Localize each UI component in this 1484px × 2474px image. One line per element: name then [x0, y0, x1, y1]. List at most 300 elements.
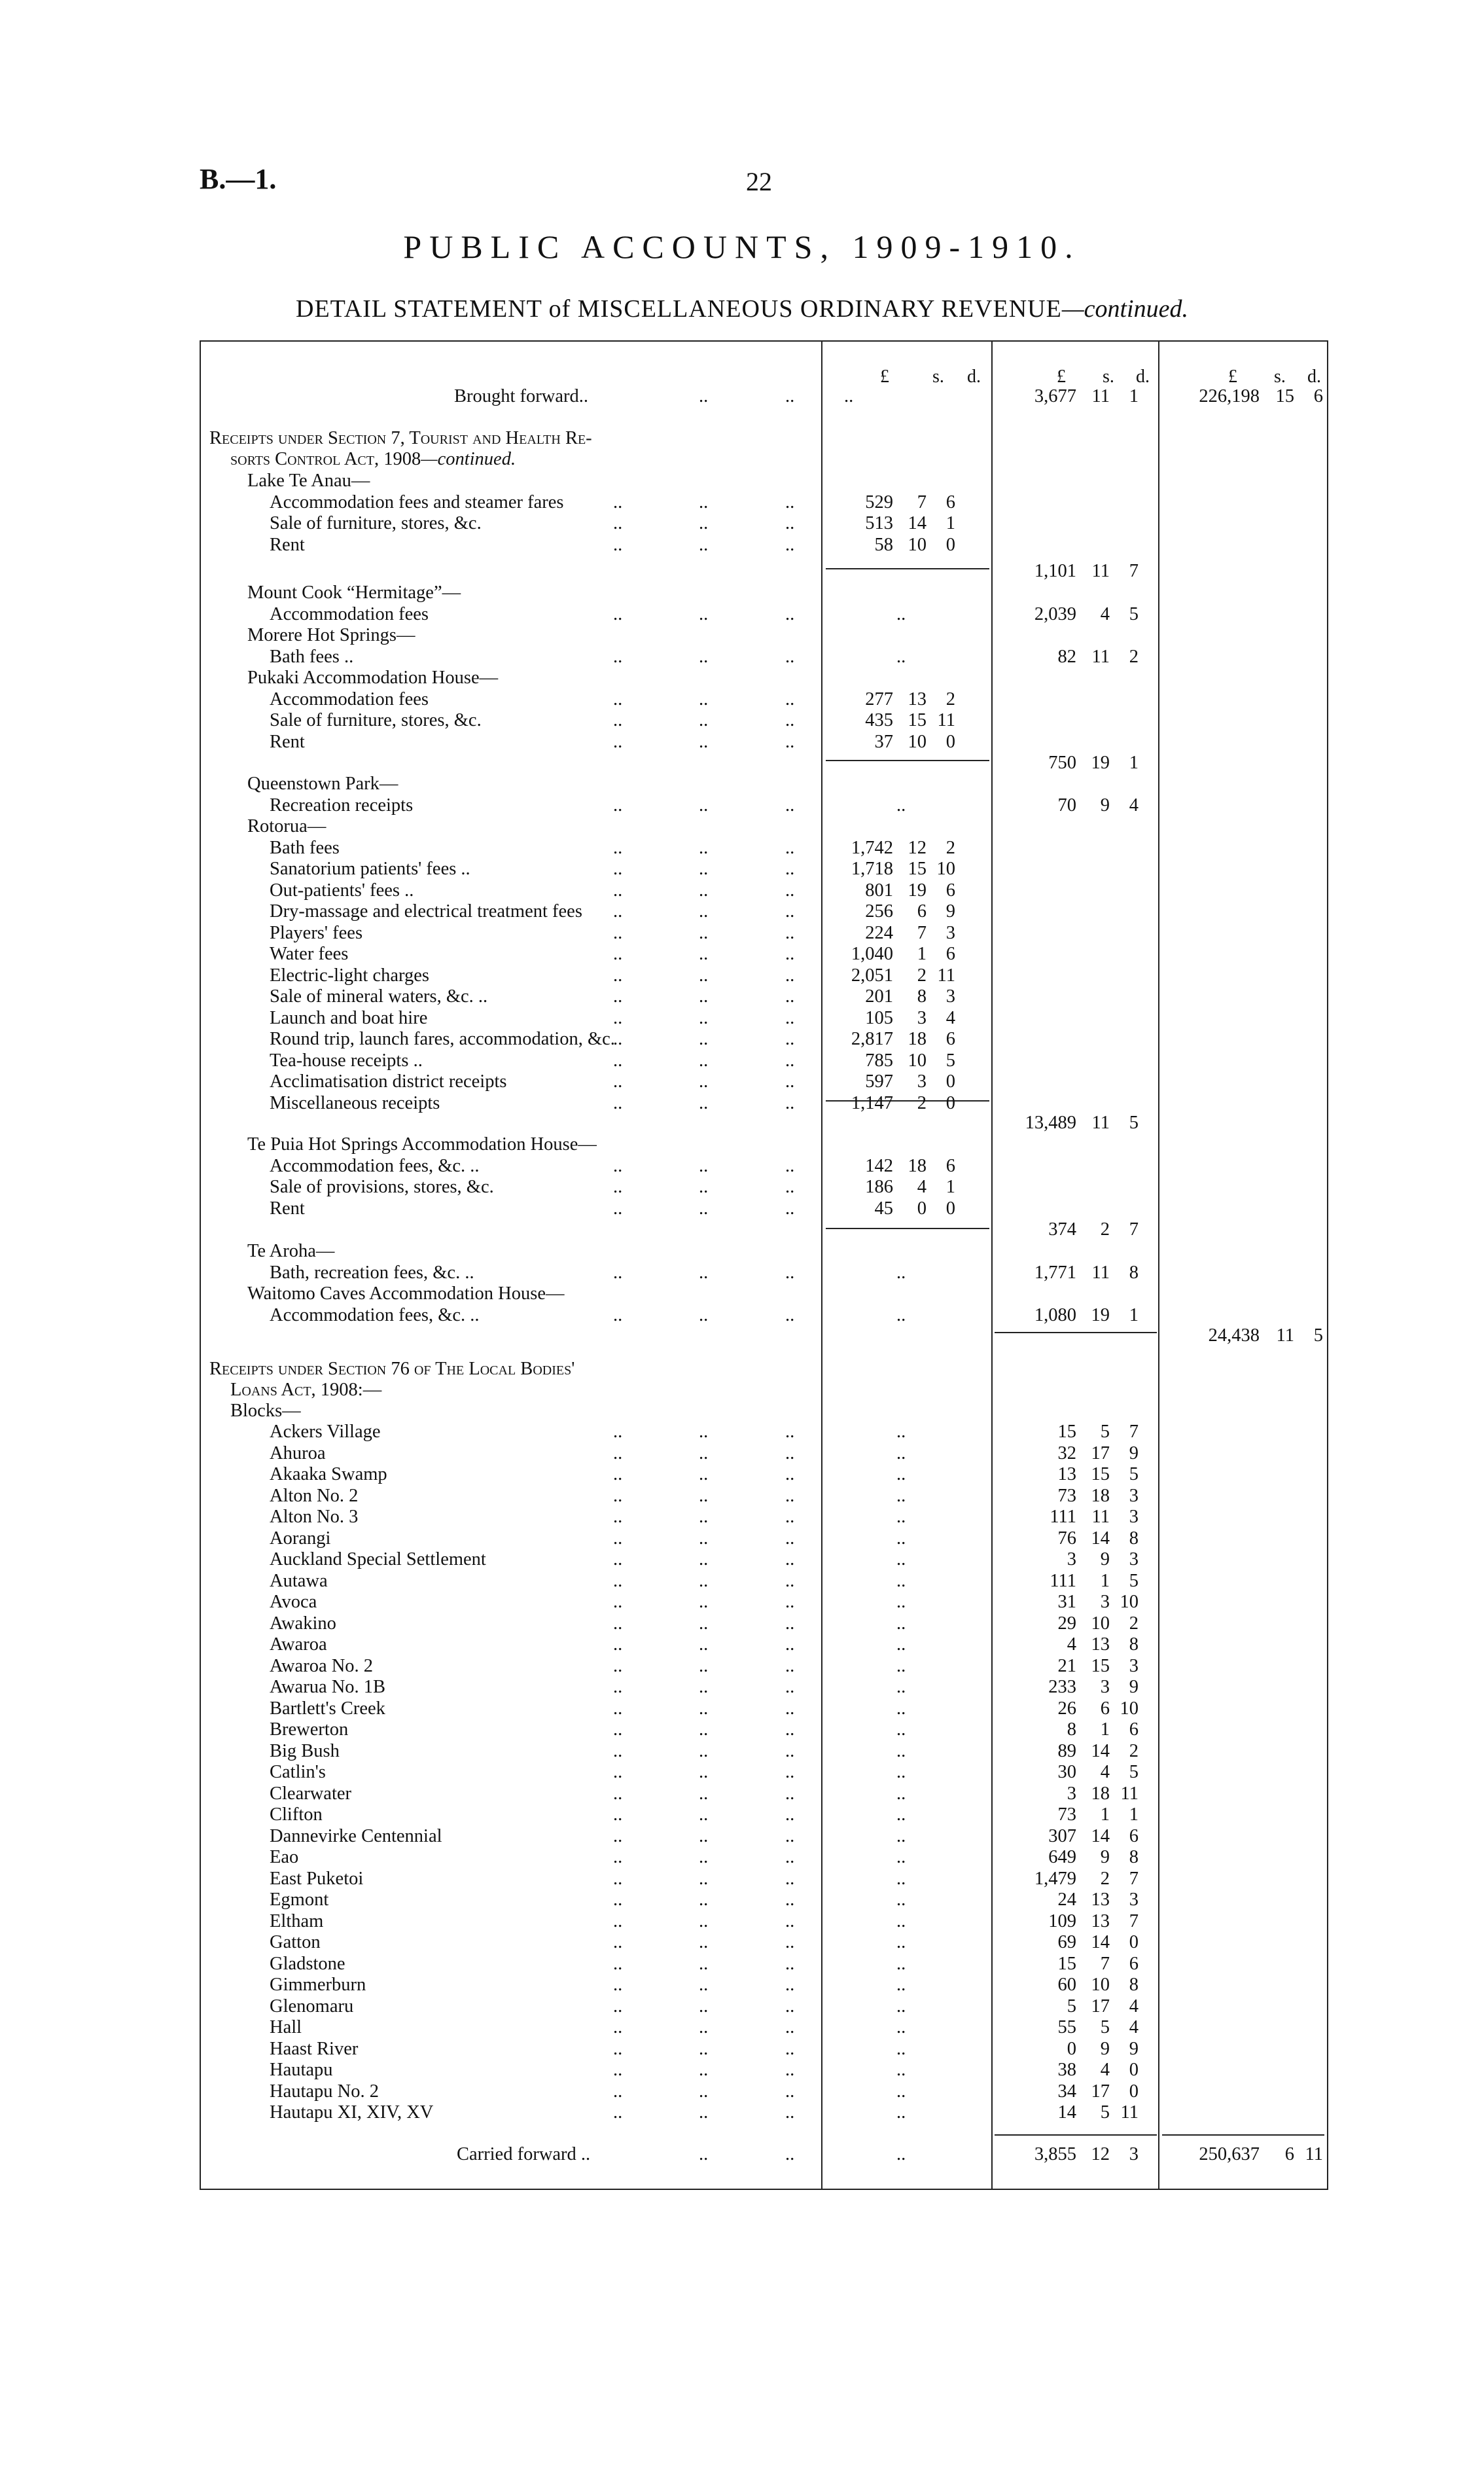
- dots: ..: [785, 1762, 795, 1782]
- line-item: [209, 1263, 1322, 1283]
- block-name: Clifton: [270, 1804, 323, 1825]
- dots: ..: [699, 1050, 709, 1071]
- amount-pence: 4: [1129, 1996, 1139, 2017]
- item-label: Accommodation fees, &c. ..: [270, 1304, 480, 1325]
- amount-shillings: 9: [1100, 795, 1110, 816]
- page-title: PUBLIC ACCOUNTS, 1909-1910.: [403, 228, 1081, 265]
- item-label: Water fees: [270, 944, 349, 964]
- amount-pence: 2: [1129, 646, 1139, 667]
- column1-empty: ..: [896, 1975, 906, 1995]
- block-row: [209, 1464, 1322, 1485]
- block-row: [209, 1656, 1322, 1677]
- item-label: Accommodation fees: [270, 603, 429, 624]
- group-title-mount-cook: Mount Cook “Hermitage”—: [247, 583, 461, 603]
- table-left-rule: [200, 340, 201, 2190]
- amount-shillings: 19: [908, 880, 927, 901]
- dots: ..: [613, 2081, 623, 2102]
- dots: ..: [699, 1868, 709, 1889]
- amount-pounds: 58: [874, 534, 893, 555]
- block-name: Ahuroa: [270, 1443, 326, 1463]
- amount-shillings: 15: [1091, 1464, 1110, 1484]
- dots: ..: [699, 1932, 709, 1952]
- block-name: Glenomaru: [270, 1996, 354, 2017]
- amount-pounds: 111: [1050, 1570, 1076, 1591]
- amount-pounds: 76: [1057, 1528, 1076, 1549]
- dots: ..: [613, 1655, 623, 1676]
- dots: ..: [699, 986, 709, 1007]
- amount-pounds: 649: [1048, 1847, 1076, 1867]
- amount-shillings: 7: [917, 492, 927, 512]
- dots: ..: [699, 1762, 709, 1782]
- dots: ..: [699, 2144, 709, 2164]
- block-row: [209, 1847, 1322, 1868]
- block-row: [209, 1975, 1322, 1996]
- column1-empty: ..: [896, 1804, 906, 1825]
- dots: ..: [785, 492, 795, 512]
- column1-empty: ..: [896, 1507, 906, 1527]
- item-label: Dry-massage and electrical treatment fees: [270, 901, 582, 922]
- item-label: Rent: [270, 1198, 305, 1219]
- item-label: Sale of furniture, stores, &c.: [270, 710, 482, 730]
- item-label: Bath, recreation fees, &c. ..: [270, 1262, 474, 1283]
- dots: ..: [699, 1528, 709, 1549]
- column1-empty: ..: [896, 1464, 906, 1484]
- block-row: [209, 1613, 1322, 1634]
- amount-pence: 11: [937, 965, 955, 986]
- amount-shillings: 7: [1100, 1953, 1110, 1974]
- amount-pounds: 5: [1067, 1996, 1076, 2017]
- block-name: Awaroa: [270, 1634, 327, 1655]
- dots: ..: [785, 646, 795, 667]
- amount-pence: 0: [945, 1071, 955, 1092]
- amount-pence: 1: [1129, 1804, 1139, 1825]
- amount-pounds: 3: [1067, 1783, 1076, 1804]
- dots: ..: [785, 1528, 795, 1549]
- dots: ..: [699, 2060, 709, 2080]
- block-row: [209, 1804, 1322, 1825]
- dots: ..: [785, 922, 795, 943]
- block-row: [209, 1996, 1322, 2017]
- line-item: [209, 1156, 1322, 1177]
- amount-pence: 6: [945, 1029, 955, 1049]
- dots: ..: [699, 1592, 709, 1612]
- amount-pence: 7: [1129, 1868, 1139, 1889]
- dots: ..: [785, 1443, 795, 1463]
- dots: ..: [699, 901, 709, 922]
- dots: ..: [785, 1464, 795, 1484]
- dots: ..: [699, 1975, 709, 1995]
- amount-pence: 5: [1129, 1113, 1139, 1133]
- dots: ..: [785, 1953, 795, 1974]
- amount-shillings: 11: [1091, 561, 1110, 581]
- line-item: [209, 1177, 1322, 1198]
- dots: ..: [613, 1719, 623, 1740]
- dots: ..: [785, 1071, 795, 1092]
- block-name: Dannevirke Centennial: [270, 1825, 442, 1846]
- amount-shillings: 7: [917, 922, 927, 943]
- amount-pence: 6: [1129, 1719, 1139, 1740]
- group-title-te-aroha: Te Aroha—: [247, 1241, 335, 1261]
- carried-forward-col1: ..: [896, 2144, 906, 2164]
- amount-pence: 0: [1129, 2060, 1139, 2080]
- column1-empty: ..: [896, 1868, 906, 1889]
- amount-shillings: 11: [1091, 386, 1110, 406]
- column1-empty: ..: [896, 1719, 906, 1740]
- dots: ..: [613, 1304, 623, 1325]
- amount-pounds: 1,479: [1034, 1868, 1076, 1889]
- item-label: Sale of provisions, stores, &c.: [270, 1177, 494, 1197]
- group-title-queenstown: Queenstown Park—: [247, 774, 398, 794]
- item-label: Sale of mineral waters, &c. ..: [270, 986, 488, 1007]
- dots: ..: [785, 603, 795, 624]
- amount-pounds: 1,718: [851, 859, 893, 879]
- column1-empty: ..: [896, 1592, 906, 1612]
- amount-shillings: 9: [1100, 2038, 1110, 2059]
- dots: ..: [613, 710, 623, 730]
- amount-shillings: 12: [1091, 2144, 1110, 2164]
- line-item: [209, 710, 1322, 731]
- amount-pounds: 597: [865, 1071, 893, 1092]
- brought-forward-row: [209, 386, 1322, 407]
- amount-pounds: 1,147: [851, 1092, 893, 1113]
- line-item: [209, 1050, 1322, 1071]
- column1-empty: ..: [896, 1847, 906, 1867]
- line-item: [209, 732, 1322, 753]
- block-row: [209, 1507, 1322, 1528]
- column1-empty: ..: [896, 1613, 906, 1634]
- item-label: Acclimatisation district receipts: [270, 1071, 507, 1092]
- amount-pence: 1: [1129, 1304, 1139, 1325]
- amount-pounds: 785: [865, 1050, 893, 1071]
- dots: ..: [613, 1975, 623, 1995]
- dots: ..: [785, 731, 795, 752]
- dots: ..: [785, 2144, 795, 2164]
- dots: ..: [613, 859, 623, 879]
- dots: ..: [699, 965, 709, 986]
- line-item: [209, 492, 1322, 513]
- amount-shillings: 9: [1100, 1847, 1110, 1867]
- block-name: Autawa: [270, 1570, 328, 1591]
- line-item: [209, 986, 1322, 1007]
- amount-shillings: 13: [1091, 1910, 1110, 1931]
- dots: ..: [613, 2102, 623, 2123]
- amount-pounds: 21: [1057, 1655, 1076, 1676]
- item-label: Sanatorium patients' fees ..: [270, 859, 470, 879]
- amount-pence: 6: [1129, 1953, 1139, 1974]
- dots: ..: [613, 1804, 623, 1825]
- block-row: [209, 2081, 1322, 2102]
- dots: ..: [613, 731, 623, 752]
- dots: ..: [785, 837, 795, 858]
- amount-pounds: 750: [1048, 753, 1076, 773]
- dots: ..: [699, 1698, 709, 1719]
- dots: ..: [699, 1847, 709, 1867]
- block-name: Big Bush: [270, 1740, 340, 1761]
- amount-pence: 7: [1129, 1910, 1139, 1931]
- amount-pounds: 14: [1057, 2102, 1076, 2123]
- amount-pence: 0: [1129, 1932, 1139, 1952]
- dots: ..: [613, 1698, 623, 1719]
- amount-pounds: 32: [1057, 1443, 1076, 1463]
- column1-empty: ..: [896, 1262, 906, 1283]
- amount-pounds: 513: [865, 513, 893, 533]
- column1-empty: ..: [896, 1443, 906, 1463]
- line-item: [209, 689, 1322, 710]
- amount-shillings: 18: [1091, 1783, 1110, 1804]
- block-row: [209, 1571, 1322, 1592]
- block-row: [209, 2039, 1322, 2060]
- amount-pounds: 60: [1057, 1975, 1076, 1995]
- amount-shillings: 4: [1100, 1762, 1110, 1782]
- dots: ..: [699, 603, 709, 624]
- amount-pounds: 38: [1057, 2060, 1076, 2080]
- column1-empty: ..: [896, 603, 906, 624]
- dots: ..: [699, 1071, 709, 1092]
- item-label: Accommodation fees, &c. ..: [270, 1155, 480, 1176]
- dots: ..: [613, 1613, 623, 1634]
- carried-forward-row: [209, 2144, 1322, 2165]
- dots: ..: [785, 1262, 795, 1283]
- brought-forward-col1: ..: [844, 386, 854, 406]
- dots: ..: [785, 1092, 795, 1113]
- block-name: Eltham: [270, 1910, 324, 1931]
- amount-shillings: 12: [908, 837, 927, 858]
- table-right-rule: [1327, 340, 1328, 2190]
- column1-empty: ..: [896, 1698, 906, 1719]
- dots: ..: [613, 1634, 623, 1655]
- block-row: [209, 1762, 1322, 1783]
- block-name: Alton No. 3: [270, 1507, 359, 1527]
- amount-pounds: 105: [865, 1007, 893, 1028]
- block-row: [209, 1592, 1322, 1613]
- block-row: [209, 1528, 1322, 1549]
- group-title-pukaki: Pukaki Accommodation House—: [247, 668, 499, 688]
- header-shilling-3: s.: [1274, 367, 1286, 387]
- amount-shillings: 10: [908, 1050, 927, 1071]
- block-name: Gatton: [270, 1932, 321, 1952]
- dots: ..: [785, 1613, 795, 1634]
- amount-shillings: 0: [917, 1198, 927, 1219]
- amount-shillings: 14: [908, 513, 927, 533]
- dots: ..: [785, 1655, 795, 1676]
- dots: ..: [613, 1825, 623, 1846]
- amount-shillings: 14: [1091, 1740, 1110, 1761]
- block-row: [209, 1954, 1322, 1975]
- group-title-waitomo: Waitomo Caves Accommodation House—: [247, 1283, 565, 1304]
- blocks-title: Blocks—: [230, 1401, 301, 1421]
- block-name: Awakino: [270, 1613, 336, 1634]
- dots: ..: [699, 1910, 709, 1931]
- dots: ..: [613, 1677, 623, 1697]
- dots: ..: [613, 1071, 623, 1092]
- dots: ..: [613, 1262, 623, 1283]
- block-row: [209, 1784, 1322, 1804]
- block-name: Awarua No. 1B: [270, 1677, 386, 1697]
- amount-pence: 3: [1129, 1655, 1139, 1676]
- amount-shillings: 11: [1091, 1507, 1110, 1527]
- dots: ..: [785, 1304, 795, 1325]
- block-name: Hall: [270, 2017, 302, 2037]
- amount-shillings: 17: [1091, 1443, 1110, 1463]
- dots: ..: [613, 1155, 623, 1176]
- dots: ..: [613, 1464, 623, 1484]
- dots: ..: [699, 1464, 709, 1484]
- amount-pounds: 15: [1057, 1422, 1076, 1442]
- dots: ..: [699, 1634, 709, 1655]
- amount-pence: 5: [1313, 1325, 1323, 1346]
- amount-pence: 6: [945, 944, 955, 964]
- amount-pounds: 89: [1057, 1740, 1076, 1761]
- amount-pence: 0: [1129, 2081, 1139, 2102]
- block-name: Gladstone: [270, 1953, 345, 1974]
- amount-pounds: 82: [1057, 646, 1076, 667]
- dots: ..: [785, 1719, 795, 1740]
- item-label: Launch and boat hire: [270, 1007, 428, 1028]
- amount-pence: 11: [1120, 1783, 1139, 1804]
- line-item: [209, 513, 1322, 534]
- column1-empty: ..: [896, 646, 906, 667]
- dots: ..: [699, 1804, 709, 1825]
- dots: ..: [699, 2038, 709, 2059]
- dots: ..: [613, 2017, 623, 2037]
- dots: ..: [699, 513, 709, 533]
- dots: ..: [613, 1485, 623, 1506]
- group-title-rotorua: Rotorua—: [247, 816, 327, 836]
- dots: ..: [785, 2081, 795, 2102]
- amount-pounds: 70: [1057, 795, 1076, 816]
- dots: ..: [613, 1847, 623, 1867]
- amount-pence: 6: [945, 880, 955, 901]
- column1-empty: ..: [896, 1932, 906, 1952]
- dots: ..: [613, 492, 623, 512]
- dots: ..: [613, 1198, 623, 1219]
- dots: ..: [613, 1422, 623, 1442]
- amount-pence: 9: [945, 901, 955, 922]
- dots: ..: [613, 1007, 623, 1028]
- header-pound-1: £: [880, 367, 889, 387]
- amount-pounds: 26: [1057, 1698, 1076, 1719]
- amount-pence: 8: [1129, 1975, 1139, 1995]
- dots: ..: [699, 1570, 709, 1591]
- dots: ..: [785, 1570, 795, 1591]
- block-name: Brewerton: [270, 1719, 349, 1740]
- dots: ..: [613, 1953, 623, 1974]
- amount-pounds: 1,771: [1034, 1262, 1076, 1283]
- dots: ..: [613, 1528, 623, 1549]
- amount-pence: 4: [1129, 795, 1139, 816]
- dots: ..: [613, 1592, 623, 1612]
- dots: ..: [699, 710, 709, 730]
- line-item: [209, 1305, 1322, 1326]
- column1-empty: ..: [896, 1485, 906, 1506]
- block-row: [209, 1443, 1322, 1464]
- subtitle-main: DETAIL STATEMENT of MISCELLANEOUS ORDINARY REVENUE: [296, 295, 1062, 323]
- dots: ..: [785, 1698, 795, 1719]
- amount-shillings: 3: [1100, 1592, 1110, 1612]
- dots: ..: [785, 1485, 795, 1506]
- dots: ..: [785, 1422, 795, 1442]
- section7-heading-line1: Receipts under Section 7, Tourist and Health Re-: [209, 428, 592, 448]
- amount-shillings: 2: [1100, 1868, 1110, 1889]
- dots: ..: [699, 1443, 709, 1463]
- dots: ..: [785, 710, 795, 730]
- dots: ..: [785, 689, 795, 709]
- amount-pounds: 435: [865, 710, 893, 730]
- dots: ..: [613, 1050, 623, 1071]
- amount-pounds: 30: [1057, 1762, 1076, 1782]
- subtotal-rule: [995, 2134, 1157, 2136]
- dots: ..: [699, 1719, 709, 1740]
- amount-pounds: 13: [1057, 1464, 1076, 1484]
- amount-pence: 6: [1129, 1825, 1139, 1846]
- dots: ..: [613, 1092, 623, 1113]
- amount-shillings: 17: [1091, 1996, 1110, 2017]
- amount-pence: 1: [945, 1177, 955, 1197]
- block-name: Catlin's: [270, 1762, 326, 1782]
- dots: ..: [613, 1932, 623, 1952]
- line-item: [209, 923, 1322, 944]
- column1-empty: ..: [896, 1740, 906, 1761]
- dots: ..: [699, 1007, 709, 1028]
- amount-shillings: 3: [917, 1071, 927, 1092]
- block-row: [209, 2017, 1322, 2038]
- dots: ..: [613, 1910, 623, 1931]
- dots: ..: [785, 965, 795, 986]
- amount-pence: 11: [1305, 2144, 1323, 2164]
- dots: ..: [699, 1155, 709, 1176]
- page-reference: B.—1.: [200, 163, 277, 195]
- column1-empty: ..: [896, 1825, 906, 1846]
- amount-pence: 10: [936, 859, 955, 879]
- amount-shillings: 18: [1091, 1485, 1110, 1506]
- block-name: Alton No. 2: [270, 1485, 359, 1506]
- dots: ..: [613, 986, 623, 1007]
- dots: ..: [613, 1740, 623, 1761]
- column1-empty: ..: [896, 1422, 906, 1442]
- dots: ..: [613, 1570, 623, 1591]
- amount-pounds: 73: [1057, 1804, 1076, 1825]
- amount-pounds: 250,637: [1199, 2144, 1260, 2164]
- block-row: [209, 2102, 1322, 2123]
- amount-pounds: 226,198: [1199, 386, 1260, 406]
- column1-empty: ..: [896, 2017, 906, 2037]
- amount-shillings: 4: [1100, 2060, 1110, 2080]
- dots: ..: [785, 1549, 795, 1569]
- amount-shillings: 11: [1091, 1113, 1110, 1133]
- amount-pence: 8: [1129, 1262, 1139, 1283]
- subtotal-row: [209, 1113, 1322, 1134]
- column1-empty: ..: [896, 1634, 906, 1655]
- subtotal-rule: [1162, 2134, 1324, 2136]
- dots: ..: [699, 1177, 709, 1197]
- amount-pence: 3: [945, 922, 955, 943]
- dots: ..: [613, 1762, 623, 1782]
- dots: ..: [785, 1634, 795, 1655]
- dots: ..: [785, 1890, 795, 1910]
- amount-shillings: 6: [1100, 1698, 1110, 1719]
- amount-pounds: 24,438: [1208, 1325, 1260, 1346]
- dots: ..: [785, 1932, 795, 1952]
- amount-shillings: 10: [1091, 1613, 1110, 1634]
- column1-empty: ..: [896, 1910, 906, 1931]
- dots: ..: [613, 1868, 623, 1889]
- block-row: [209, 1677, 1322, 1698]
- amount-pence: 7: [1129, 1422, 1139, 1442]
- amount-shillings: 4: [1100, 603, 1110, 624]
- amount-pounds: 31: [1057, 1592, 1076, 1612]
- amount-pounds: 109: [1048, 1910, 1076, 1931]
- amount-pence: 2: [945, 689, 955, 709]
